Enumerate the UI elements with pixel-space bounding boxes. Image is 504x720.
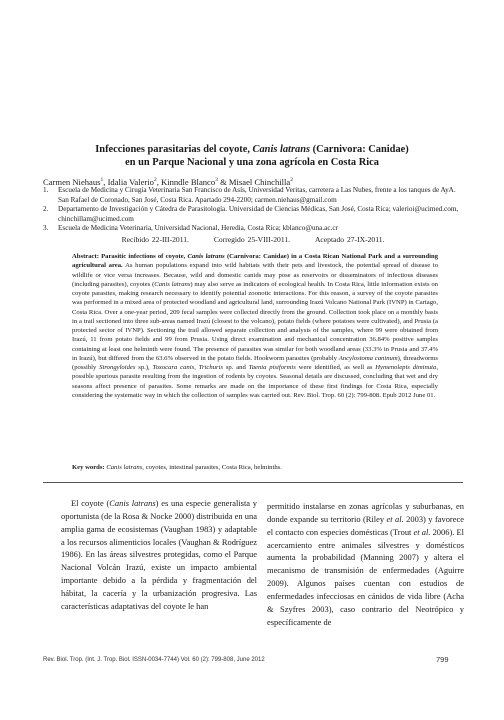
abstract-species: Toxocara canis [152, 364, 195, 372]
abstract-species: Canis latrans [154, 280, 191, 288]
date-corrected: Corregido 25-VIII-2011. [213, 235, 291, 244]
keywords [72, 463, 438, 472]
body-text: permitido instalarse en zonas agrícolas y suburbanas, en donde expande su territorio (Riley [267, 501, 464, 524]
author-separator: & [217, 176, 229, 187]
abstract-species: Trichuris [198, 364, 224, 372]
abstract-text: were identified, as well as [295, 364, 376, 372]
page-number: 799 [436, 655, 449, 664]
body-text: 2006). El acercamiento entre animales silvestres y domésticos aumenta la probabilidad (Manning 2007) y altera el mecanismo de transmisión de enfermedades (Aguirre 2009). Algunos países cuentan con estudios de enfermedades infecciosas en cánidos de vida libre (Acha & Szyfres 2003), caso contrario del Neotrópico y específicamente de [267, 526, 465, 627]
keywords-label: Key words: [72, 464, 107, 471]
author-1-affil: 1 [100, 177, 104, 183]
body-text: 2003) y favorece el contacto con especies domésticas (Trout [267, 513, 464, 537]
abstract-text: sp.), [135, 364, 153, 372]
abstract-text: ) may also serve as indicators of ecological health. In Costa Rica, little information exists on coyote parasites, making research necessary to identify potential zoonotic interactions. For this reason, a survey of the coyote parasites was performed in a mixed area of protected woodland and agricultural land, surrounding Irazú Volcano National Park (IVNP) in Cartago, Costa Rica. Over a one-year period, 209 fecal samples were collected directly from the ground. Collection took place on a monthly basis in a trail sectioned into three sub-areas named Irazú (closest to the volcano), potato fields (where potatoes were cultivated), and Prusia (a protected sector of IVNP). Sectioning the trail allowed separate collection and analysis of the samples, where 99 were obtained from Irazú, 11 from potato fields and 99 from Prusia. Using direct examination and mechanical concentration 36.84% positive samples containing at least one helminth were found. The presence of parasites was similar for both woodland areas (33.3% in Prusia and 37.4% in Irazú), but differed from the 63.6% observed in the potato fields. Hookworm parasites (probably [72, 280, 438, 362]
body-species: Canis latrans [109, 498, 156, 508]
keywords-list: , coyotes, intestinal parasites, Costa Rica, helminths. [142, 464, 282, 471]
abstract-text: ), threadworms (possibly [72, 354, 438, 372]
title-species: Canis latrans [252, 144, 311, 155]
abstract-species: Taenia pisiformis [248, 364, 296, 372]
affiliation-text: Departamento de Investigación y Cátedra de Parasitología. Universidad de Ciencias Médicas, San José, Costa Rica; valerioi@ucimed.com, chinchillam@ucimed.com [58, 205, 459, 223]
body-citation-etal: et al. [413, 526, 431, 537]
affiliation-text: Escuela de Medicina y Cirugía Veterinaria San Francisco de Asís, Universidad Veritas, carretera a Las Nubes, frente a los tanques de AyA. San Rafael de Coronado, San José, Costa Rica. Apartado 294-2200; carmen.niehaus@gmail.com [58, 186, 456, 204]
abstract-label-species: Canis latrans [187, 253, 225, 260]
author-2-affil: 2 [153, 177, 157, 183]
article-title [40, 143, 464, 169]
author-3-affil: 3 [215, 177, 218, 183]
abstract-species: Strongyloides [99, 364, 136, 372]
title-line1-part-a: Infecciones parasitarias del coyote, [95, 144, 253, 155]
abstract-text: , possible spurious parasite resulting from the ingestion of rodents by coyotes. Seasonal details are discussed, concluding that wet and dry seasons affect presence of parasites. Some remarks are made on the importance of these first findings for Costa Rica, especially considering the systematic way in which the collection of samples was carried out. Rev. Biol. Trop. 60 (2): 799-808. Epub 2012 June 01. [72, 364, 438, 399]
abstract-species: Ancylostoma caninum [338, 354, 398, 362]
journal-footer: Rev. Biol. Trop. (Int. J. Trop. Biol. ISSN-0034-7744) Vol. 60 (2): 799-808, June 2012 [43, 657, 265, 663]
submission-dates [43, 235, 463, 245]
abstract-label-text: Abstract: Parasitic infections of coyote, [72, 253, 188, 260]
section-divider [43, 482, 463, 483]
author-3: Kinndle Blanco [160, 176, 216, 187]
affiliation-text: Escuela de Medicina Veterinaria, Universidad Nacional, Heredia, Costa Rica; kblanco@una.ac.cr [58, 224, 338, 233]
author-1: Carmen Niehaus [43, 176, 101, 187]
keywords-species: Canis latrans [106, 464, 143, 471]
affiliation-number: 2. [43, 205, 49, 214]
author-separator: , [156, 176, 161, 187]
affiliation-item [43, 224, 463, 234]
body-column-right [267, 500, 464, 628]
abstract-text: As human populations expand into wild habitats with their pets and livestock, the potential spread of disease to wildlife or vice versa increases. Because, wild and domestic canids may pose as reservoirs or disseminators of infectious diseases (including parasites), coyotes ( [72, 262, 439, 288]
abstract-label-title: (Carnivora: Canidae) in a Costa Rican National Park and a surrounding agricultural area. [72, 253, 439, 270]
affiliation-number: 3. [43, 224, 49, 233]
author-2: Idalia Valerio [107, 176, 154, 187]
date-received: Recibido 22-III-2011. [121, 235, 189, 244]
title-line1-part-b: (Carnivora: Canidae) [310, 144, 409, 155]
abstract-text: , [194, 364, 199, 372]
affiliation-list [43, 186, 463, 234]
abstract-species: Hymenolepis diminuta [375, 364, 437, 372]
affiliation-item [43, 186, 463, 205]
abstract-text: sp. and [223, 364, 249, 372]
date-accepted: Aceptado 27-IX-2011. [314, 235, 385, 244]
affiliation-number: 1. [43, 186, 49, 194]
body-citation-etal: et al. [386, 513, 404, 524]
body-text: ) es una especie generalista y oportunista (de la Rosa & Nocke 2000) distribuida en una amplia gama de ecosistemas (Vaughan 1983) y adaptable a los recursos alimenticios locales (Vaughan & Rodríguez 1986). En las áreas silvestres protegidas, como el Parque Nacional Volcán Irazú, existe un impacto ambiental importante debido a la pérdida y fragmentación del hábitat, la cacería y la urbanización progresiva. Las características adaptativas del coyote le han [61, 498, 257, 611]
body-column-left [61, 497, 257, 613]
title-line2: en un Parque Nacional y una zona agrícola en Costa Rica [125, 157, 379, 168]
body-text: El coyote ( [71, 498, 110, 508]
abstract [72, 252, 438, 400]
affiliation-item [43, 205, 463, 224]
author-4-affil: 2 [290, 177, 293, 183]
author-4: Misael Chinchilla [228, 176, 291, 187]
author-separator: , [103, 176, 108, 187]
